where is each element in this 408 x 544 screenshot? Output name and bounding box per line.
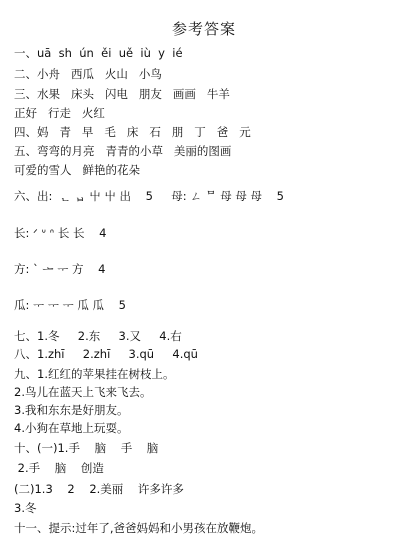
answer-line: 一、uā sh ún ěi uě iù y ié	[14, 46, 183, 60]
answer-line: 可爱的雪人 鲜艳的花朵	[14, 163, 140, 177]
answer-line: 二、小舟 西瓜 火山 小鸟	[14, 67, 162, 81]
answer-line: 八、1.zhī 2.zhī 3.qū 4.qū	[14, 347, 198, 361]
answer-line: (二)1.3 2 2.美丽 许多许多	[14, 482, 184, 496]
answer-line: 3.冬	[14, 501, 37, 515]
answer-line: 瓜: ᅮ ᅮ ᅮ 瓜 瓜 5	[14, 298, 126, 312]
answer-line: 2.手 脑 创造	[14, 461, 104, 475]
answer-line: 长: ᐟ ᐡ ᐢ 长 长 4	[14, 226, 107, 240]
answer-line: 七、1.冬 2.东 3.又 4.右	[14, 329, 182, 343]
answer-line: 2.鸟儿在蓝天上飞来飞去。	[14, 385, 152, 399]
answer-line: 正好 行走 火红	[14, 106, 105, 120]
page-title: 参考答案	[171, 20, 236, 38]
answer-line: 六、出: ᆫ ᆸ 屮 屮 出 5 母: ㄥ ᄆ 母 母 母 5	[14, 189, 284, 203]
answer-line: 十一、提示:过年了,爸爸妈妈和小男孩在放鞭炮。	[14, 521, 264, 535]
answer-line: 三、水果 床头 闪电 朋友 画画 牛羊	[14, 87, 230, 101]
answer-line: 3.我和东东是好朋友。	[14, 403, 129, 417]
answer-line: 九、1.红红的苹果挂在树枝上。	[14, 367, 175, 381]
answer-line: 方: ˋ ᅩ ᅮ 方 4	[14, 262, 106, 276]
answer-line: 五、弯弯的月亮 青青的小草 美丽的图画	[14, 144, 232, 158]
answer-line: 4.小狗在草地上玩耍。	[14, 421, 129, 435]
answer-line: 十、(一)1.手 脑 手 脑	[14, 441, 159, 455]
answer-line: 四、妈 青 早 毛 床 石 朋 丁 爸 元	[14, 125, 251, 139]
